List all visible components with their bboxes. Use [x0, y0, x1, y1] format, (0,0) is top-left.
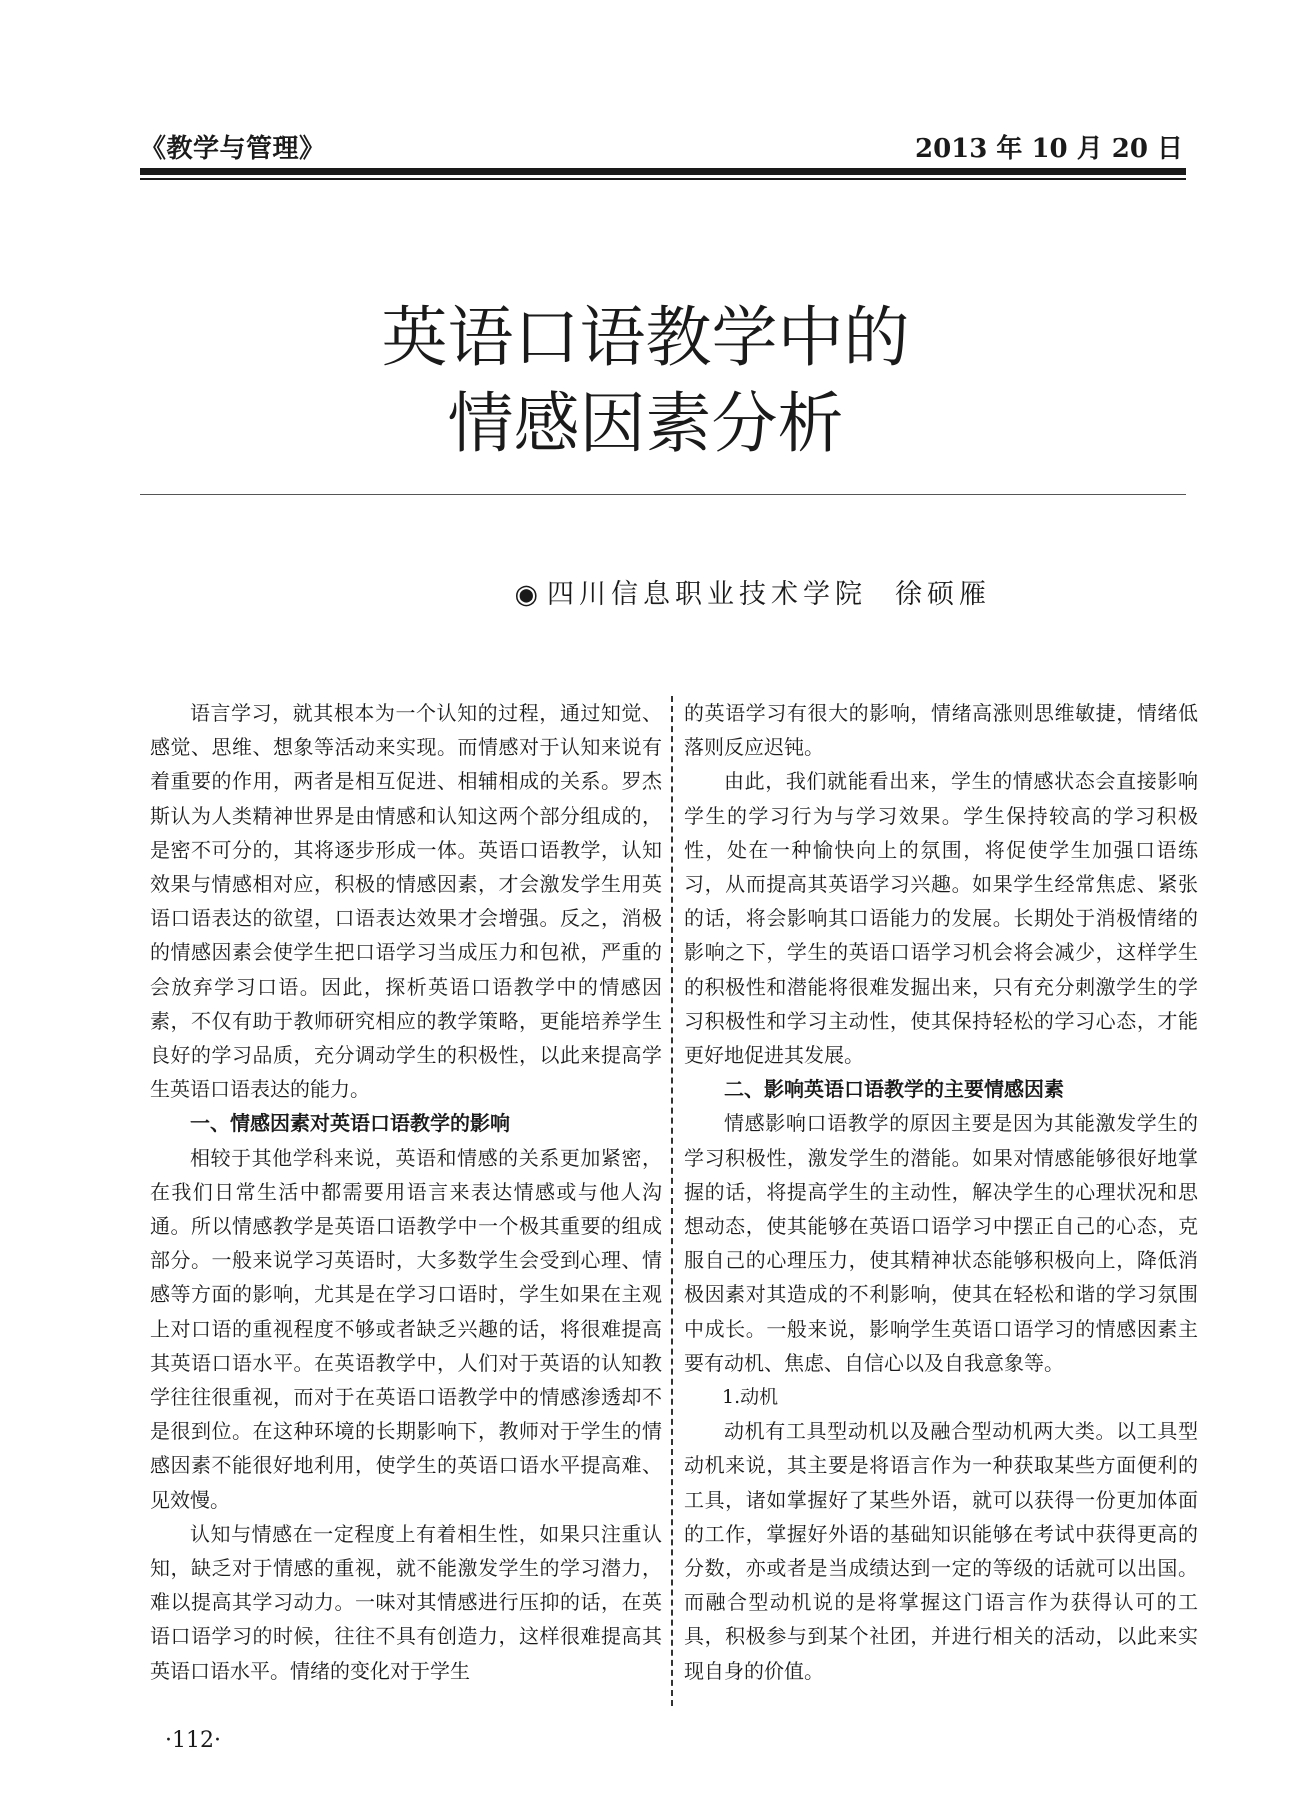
title-rule	[140, 494, 1186, 495]
institution: 四川信息职业技术学院	[547, 579, 867, 610]
paragraph: 的英语学习有很大的影响，情绪高涨则思维敏捷，情绪低落则反应迟钝。	[684, 701, 1198, 760]
bullet-icon: ◉	[514, 579, 543, 610]
journal-name: 《教学与管理》	[140, 134, 326, 164]
subsection-heading: 1.动机	[722, 1386, 779, 1409]
right-column	[684, 696, 1198, 1688]
header-rule-thick	[140, 168, 1186, 175]
section-heading-1: 一、情感因素对英语口语教学的影响	[190, 1111, 510, 1136]
author: 徐硕雁	[895, 579, 991, 610]
section-heading-2: 二、影响英语口语教学的主要情感因素	[724, 1077, 1064, 1102]
left-column	[150, 696, 662, 1688]
header-rule-thin	[140, 178, 1186, 180]
byline	[514, 572, 991, 611]
paragraph: 语言学习，就其根本为一个认知的过程，通过知觉、感觉、思维、想象等活动来实现。而情感对于认知来说有着重要的作用，两者是相互促进、相辅相成的关系。罗杰斯认为人类精神世界是由情感和认知这两个部分组成的，是密不可分的，其将逐步形成一体。英语口语教学，认知效果与情感相对应，积极的情感因素，才会激发学生用英语口语表达的欲望，口语表达效果才会增强。反之，消极的情感因素会使学生把口语学习当成压力和包袱，严重的会放弃学习口语。因此，探析英语口语教学中的情感因素，不仅有助于教师研究相应的教学策略，更能培养学生良好的学习品质，充分调动学生的积极性，以此来提高学生英语口语表达的能力。	[150, 701, 662, 1102]
paragraph: 由此，我们就能看出来，学生的情感状态会直接影响学生的学习行为与学习效果。学生保持较高的学习积极性，处在一种愉快向上的氛围，将促使学生加强口语练习，从而提高其英语学习兴趣。如果学生经常焦虑、紧张的话，将会影响其口语能力的发展。长期处于消极情绪的影响之下，学生的英语口语学习机会将会减少，这样学生的积极性和潜能将很难发掘出来，只有充分刺激学生的学习积极性和学习主动性，使其保持轻松的学习心态，才能更好地促进其发展。	[684, 769, 1198, 1068]
paragraph: 情感影响口语教学的原因主要是因为其能激发学生的学习积极性，激发学生的潜能。如果对情感能够很好地掌握的话，将提高学生的主动性，解决学生的心理状况和思想动态，使其能够在英语口语学习中摆正自己的心态，克服自己的心理压力，使其精神状态能够积极向上，降低消极因素对其造成的不利影响，使其在轻松和谐的学习氛围中成长。一般来说，影响学生英语口语学习的情感因素主要有动机、焦虑、自信心以及自我意象等。	[684, 1111, 1198, 1375]
paragraph: 相较于其他学科来说，英语和情感的关系更加紧密，在我们日常生活中都需要用语言来表达情感或与他人沟通。所以情感教学是英语口语教学中一个极其重要的组成部分。一般来说学习英语时，大多数学生会受到心理、情感等方面的影响，尤其是在学习口语时，学生如果在主观上对口语的重视程度不够或者缺乏兴趣的话，将很难提高其英语口语水平。在英语教学中，人们对于英语的认知教学往往很重视，而对于在英语口语教学中的情感渗透却不是很到位。在这种环境的长期影响下，教师对于学生的情感因素不能很好地利用，使学生的英语口语水平提高难、见效慢。	[150, 1145, 662, 1512]
issue-date: 2013 年 10 月 20 日	[915, 134, 1183, 164]
paragraph: 认知与情感在一定程度上有着相生性，如果只注重认知，缺乏对于情感的重视，就不能激发学生的学习潜力，难以提高其学习动力。一味对其情感进行压抑的话，在英语口语学习的时候，往往不具有创造力，这样很难提高其英语口语水平。情绪的变化对于学生	[150, 1521, 662, 1683]
column-divider	[671, 696, 673, 1706]
page-number: ·112·	[165, 1728, 221, 1753]
paragraph: 动机有工具型动机以及融合型动机两大类。以工具型动机来说，其主要是将语言作为一种获取某些方面便利的工具，诸如掌握好了某些外语，就可以获得一份更加体面的工作，掌握好外语的基础知识能够在考试中获得更高的分数，亦或者是当成绩达到一定的等级的话就可以出国。而融合型动机说的是将掌握这门语言作为获得认可的工具，积极参与到某个社团，并进行相关的活动，以此来实现自身的价值。	[684, 1419, 1198, 1683]
title-line-1: 英语口语教学中的	[381, 299, 910, 376]
article-title	[0, 295, 1291, 467]
title-line-2: 情感因素分析	[447, 385, 844, 462]
